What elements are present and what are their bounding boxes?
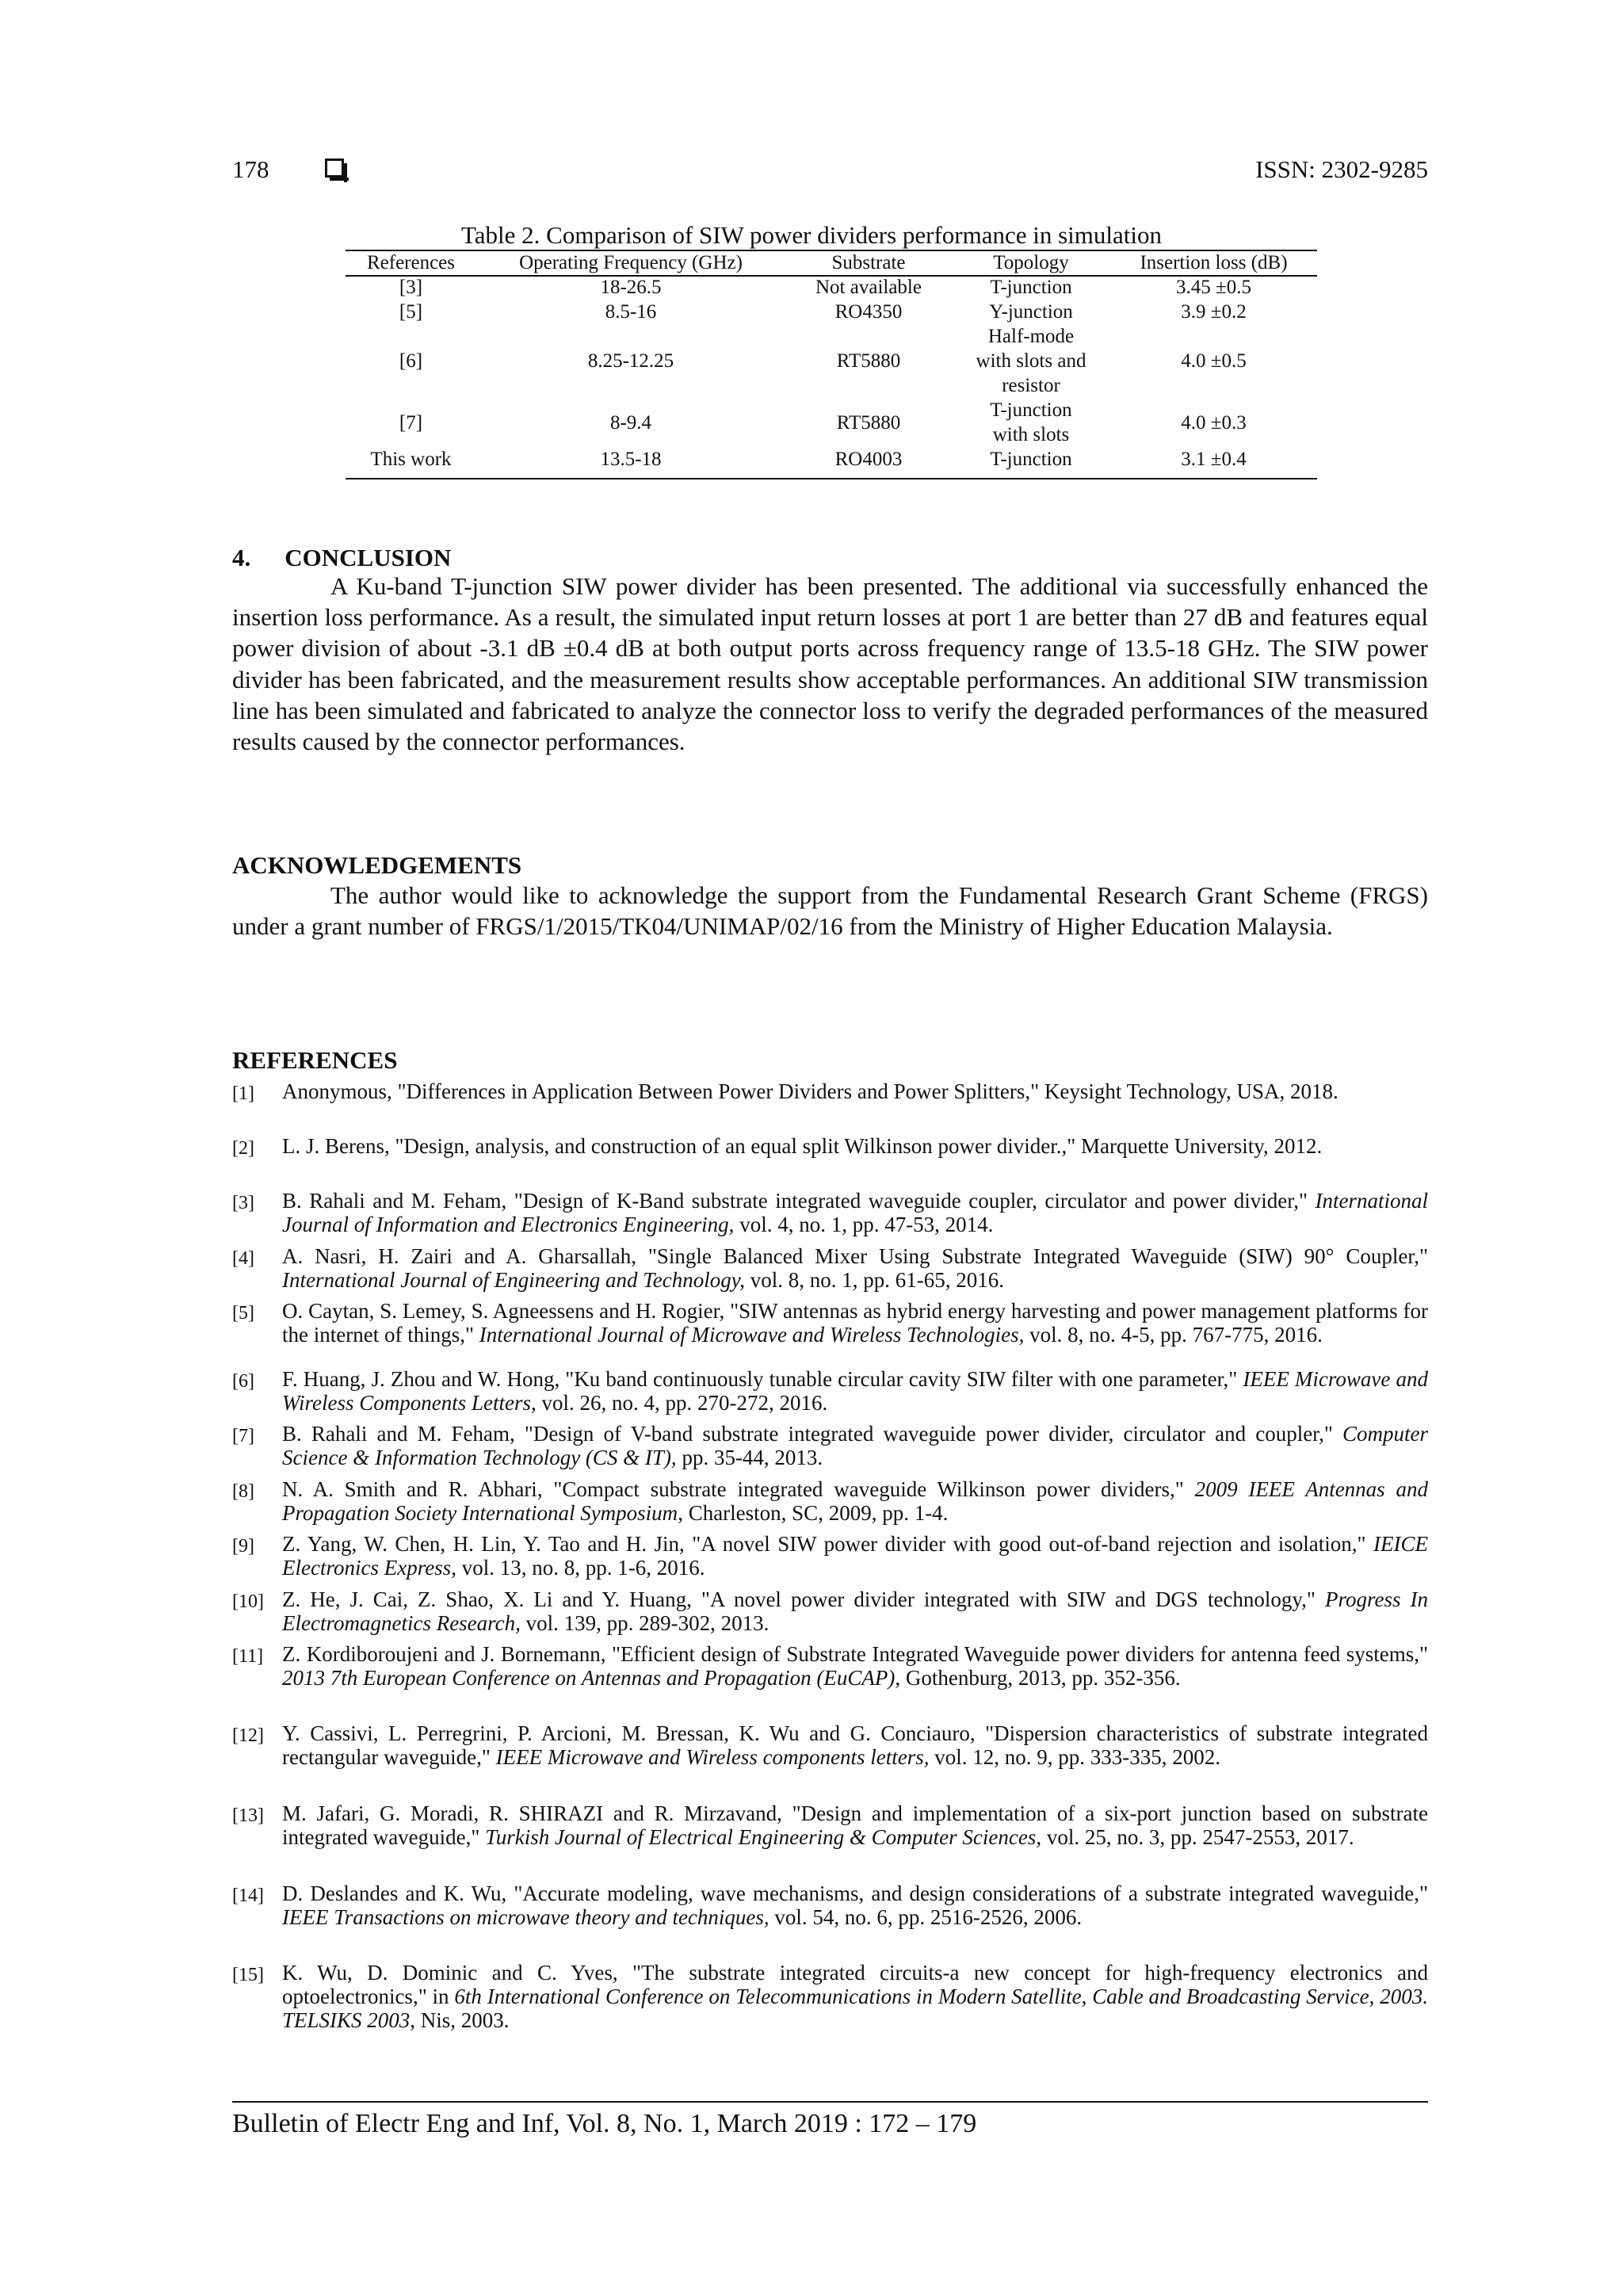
reference-number: [9]	[232, 1536, 254, 1557]
reference-text	[282, 1477, 1428, 1525]
topology-line: with slots and	[976, 350, 1086, 372]
reference-details: vol. 26, no. 4, pp. 270-272, 2016.	[536, 1391, 828, 1415]
reference-details: vol. 8, no. 4-5, pp. 767-775, 2016.	[1024, 1323, 1323, 1347]
footer-citation: Bulletin of Electr Eng and Inf, Vol. 8, No. 1, March 2019 : 172 – 179	[232, 2109, 977, 2138]
reference-number: [15]	[232, 1965, 264, 1985]
issn: ISSN: 2302-9285	[1255, 155, 1428, 183]
reference-item	[232, 1801, 1428, 1849]
substrate-cell: RT5880	[836, 411, 901, 434]
reference-details: vol. 13, no. 8, pp. 1-6, 2016.	[456, 1556, 705, 1580]
reference-item	[232, 1961, 1428, 2032]
reference-authors-title: Y. Cassivi, L. Perregrini, P. Arcioni, M. Bressan, K. Wu and G. Conciauro, "Dispersion characteristics of substrate integrated rectangular waveguide,"	[282, 1721, 1428, 1769]
topology-line: Y-junction	[989, 301, 1073, 323]
insertion-loss-cell: 4.0 ±0.5	[1181, 350, 1247, 372]
reference-authors-title: K. Wu, D. Dominic and C. Yves, "The substrate integrated circuits-a new concept for high-frequency electronics and optoelectronics," in	[282, 1961, 1428, 2008]
topology-line: T-junction	[990, 399, 1072, 421]
reference-venue: 6th International Conference on Telecommunications in Modern Satellite, Cable and Broadcasting Service, 2003. TELSIKS 2003	[282, 1985, 1428, 2032]
reference-text	[282, 1079, 1428, 1103]
ref-cell: [7]	[399, 411, 423, 434]
topology-cell	[952, 447, 1110, 472]
reference-number: [6]	[232, 1371, 254, 1392]
reference-authors-title: N. A. Smith and R. Abhari, "Compact substrate integrated waveguide Wilkinson power dividers,"	[282, 1477, 1195, 1501]
reference-number: [11]	[232, 1646, 264, 1667]
section-number: 4.	[232, 544, 251, 571]
reference-item	[232, 1079, 1428, 1103]
reference-number: [14]	[232, 1885, 264, 1906]
reference-item	[232, 1642, 1428, 1690]
reference-text	[282, 1721, 1428, 1769]
table-row	[346, 275, 1317, 300]
reference-details: vol. 8, no. 1, pp. 61-65, 2016.	[744, 1268, 1004, 1292]
references-heading: REFERENCES	[232, 1046, 398, 1074]
reference-authors-title: Z. Yang, W. Chen, H. Lin, Y. Tao and H. Jin, "A novel SIW power divider with good out-of-band rejection and isolation,"	[282, 1532, 1374, 1556]
topology-cell	[952, 324, 1110, 398]
reference-number: [2]	[232, 1138, 254, 1159]
reference-number: [10]	[232, 1591, 264, 1612]
reference-details: pp. 35-44, 2013.	[676, 1446, 823, 1469]
topology-line: Half-mode	[987, 326, 1075, 347]
reference-text	[282, 1532, 1428, 1580]
reference-venue: International Journal of Microwave and Wireless Technologies,	[479, 1323, 1025, 1347]
substrate-cell: Not available	[815, 277, 922, 298]
column-header: Substrate	[831, 251, 906, 273]
acknowledgements-text: The author would like to acknowledge the support from the Fundamental Research Grant Scheme (FRGS) under a grant number of FRGS/1/2015/TK04/UNIMAP/02/16 from the Ministry of Higher Education Malaysia.	[232, 881, 1428, 941]
conclusion-text: A Ku-band T-junction SIW power divider has been presented. The additional via successfully enhanced the insertion loss performance. As a result, the simulated input return losses at port 1 are better than 27 dB and features equal power division of about -3.1 dB ±0.4 dB at both output ports across frequency range of 13.5-18 GHz. The SIW power divider has been fabricated, and the measurement results show acceptable performances. An additional SIW transmission line has been simulated and fabricated to analyze the connector loss to verify the degraded performances of the measured results caused by the connector performances.	[232, 572, 1428, 756]
reference-text	[282, 1367, 1428, 1415]
reference-venue: Turkish Journal of Electrical Engineering & Computer Sciences,	[485, 1825, 1042, 1849]
column-header: References	[366, 251, 456, 273]
ref-cell: [5]	[399, 301, 423, 323]
reference-item	[232, 1721, 1428, 1769]
reference-item	[232, 1532, 1428, 1580]
reference-text	[282, 1134, 1428, 1158]
reference-item	[232, 1477, 1428, 1525]
reference-details: vol. 54, no. 6, pp. 2516-2526, 2006.	[769, 1905, 1083, 1929]
reference-venue: IEEE Microwave and Wireless components letters,	[495, 1745, 930, 1769]
reference-authors-title: O. Caytan, S. Lemey, S. Agneessens and H. Rogier, "SIW antennas as hybrid energy harvesting and power management platforms for the internet of things,"	[282, 1299, 1428, 1347]
reference-item	[232, 1587, 1428, 1635]
reference-number: [4]	[232, 1248, 254, 1269]
substrate-cell: RO4003	[834, 449, 903, 470]
acknowledgements-heading: ACKNOWLEDGEMENTS	[232, 851, 522, 879]
topology-line: T-junction	[990, 449, 1072, 470]
reference-item	[232, 1881, 1428, 1929]
reference-venue: Computer Science & Information Technology (CS & IT),	[282, 1422, 1428, 1469]
table-bottom-rule	[346, 478, 1317, 479]
reference-authors-title: L. J. Berens, "Design, analysis, and construction of an equal split Wilkinson power divider.," Marquette University, 2012.	[282, 1134, 1323, 1158]
reference-text	[282, 1422, 1428, 1469]
topology-cell	[952, 300, 1110, 324]
reference-text	[282, 1587, 1428, 1635]
reference-item	[232, 1299, 1428, 1347]
reference-item	[232, 1189, 1428, 1236]
reference-text	[282, 1189, 1428, 1236]
ref-cell: [6]	[399, 350, 423, 372]
topology-line: with slots	[992, 424, 1070, 445]
insertion-loss-cell: 4.0 ±0.3	[1181, 411, 1247, 434]
reference-details: vol. 4, no. 1, pp. 47-53, 2014.	[734, 1213, 994, 1236]
reference-details: vol. 139, pp. 289-302, 2013.	[520, 1611, 769, 1635]
reference-text	[282, 1881, 1428, 1929]
square-bullet-icon	[325, 159, 344, 178]
table-header-row	[346, 250, 1317, 275]
reference-item	[232, 1367, 1428, 1415]
reference-venue: International Journal of Engineering and Technology,	[282, 1268, 745, 1292]
table-row	[346, 300, 1317, 324]
column-header: Topology	[993, 251, 1069, 273]
ref-cell: This work	[370, 449, 452, 470]
reference-authors-title: Anonymous, "Differences in Application Between Power Dividers and Power Splitters," Keysight Technology, USA, 2018.	[282, 1079, 1338, 1103]
page-number: 178	[232, 155, 269, 183]
insertion-loss-cell: 3.1 ±0.4	[1181, 449, 1247, 470]
reference-number: [13]	[232, 1805, 264, 1826]
reference-authors-title: Z. Kordiboroujeni and J. Bornemann, "Efficient design of Substrate Integrated Waveguide power dividers for antenna feed systems,"	[282, 1642, 1428, 1666]
reference-venue: Progress In Electromagnetics Research,	[282, 1587, 1428, 1635]
substrate-cell: RO4350	[834, 301, 903, 323]
frequency-cell: 8-9.4	[609, 411, 652, 434]
reference-details: vol. 12, no. 9, pp. 333-335, 2002.	[929, 1745, 1221, 1769]
insertion-loss-cell: 3.45 ±0.5	[1176, 277, 1251, 298]
reference-venue: 2009 IEEE Antennas and Propagation Society International Symposium	[282, 1477, 1428, 1525]
reference-text	[282, 1961, 1428, 2032]
reference-number: [3]	[232, 1193, 254, 1213]
table-row	[346, 398, 1317, 447]
table-row	[346, 447, 1317, 472]
footer-rule	[232, 2101, 1428, 2103]
reference-details: , Gothenburg, 2013, pp. 352-356.	[895, 1666, 1181, 1690]
frequency-cell: 18-26.5	[600, 277, 662, 298]
reference-text	[282, 1244, 1428, 1292]
reference-venue: IEICE Electronics Express,	[282, 1532, 1428, 1580]
reference-venue: International Journal of Information and Electronics Engineering,	[282, 1189, 1428, 1236]
reference-details: , Charleston, SC, 2009, pp. 1-4.	[678, 1501, 949, 1525]
frequency-cell: 13.5-18	[600, 449, 662, 470]
reference-number: [7]	[232, 1426, 254, 1446]
column-header: Operating Frequency (GHz)	[519, 251, 743, 273]
ref-cell: [3]	[399, 277, 423, 298]
reference-authors-title: A. Nasri, H. Zairi and A. Gharsallah, "Single Balanced Mixer Using Substrate Integrated Waveguide (SIW) 90° Coupler,"	[282, 1244, 1428, 1268]
reference-number: [8]	[232, 1481, 254, 1502]
topology-line: resistor	[1002, 375, 1060, 396]
reference-number: [1]	[232, 1083, 254, 1104]
reference-authors-title: D. Deslandes and K. Wu, "Accurate modeling, wave mechanisms, and design considerations of a substrate integrated waveguide,"	[282, 1881, 1428, 1905]
reference-number: [5]	[232, 1303, 254, 1324]
reference-details: vol. 25, no. 3, pp. 2547-2553, 2017.	[1041, 1825, 1354, 1849]
insertion-loss-cell: 3.9 ±0.2	[1181, 301, 1247, 323]
reference-text	[282, 1801, 1428, 1849]
frequency-cell: 8.25-12.25	[587, 350, 674, 372]
reference-item	[232, 1244, 1428, 1292]
reference-authors-title: Z. He, J. Cai, Z. Shao, X. Li and Y. Huang, "A novel power divider integrated with SIW and DGS technology,"	[282, 1587, 1325, 1611]
reference-authors-title: M. Jafari, G. Moradi, R. SHIRAZI and R. Mirzavand, "Design and implementation of a six-port junction based on substrate integrated waveguide,"	[282, 1801, 1428, 1849]
comparison-table	[346, 250, 1317, 472]
reference-text	[282, 1299, 1428, 1347]
reference-authors-title: B. Rahali and M. Feham, "Design of V-band substrate integrated waveguide power divider, circulator and coupler,"	[282, 1422, 1342, 1446]
conclusion-heading	[232, 544, 451, 572]
reference-details: , Nis, 2003.	[410, 2008, 510, 2032]
reference-venue: IEEE Microwave and Wireless Components Letters,	[282, 1367, 1428, 1415]
reference-authors-title: F. Huang, J. Zhou and W. Hong, "Ku band continuously tunable circular cavity SIW filter with one parameter,"	[282, 1367, 1243, 1391]
section-title: CONCLUSION	[285, 544, 452, 571]
reference-venue: IEEE Transactions on microwave theory and techniques,	[282, 1905, 769, 1929]
reference-venue: 2013 7th European Conference on Antennas and Propagation (EuCAP)	[282, 1666, 896, 1690]
reference-item	[232, 1422, 1428, 1469]
table-caption: Table 2. Comparison of SIW power dividers performance in simulation	[461, 221, 1162, 249]
topology-line: T-junction	[990, 277, 1072, 298]
reference-item	[232, 1134, 1428, 1158]
reference-number: [12]	[232, 1725, 264, 1746]
reference-authors-title: B. Rahali and M. Feham, "Design of K-Band substrate integrated waveguide coupler, circulator and power divider,"	[282, 1189, 1316, 1213]
substrate-cell: RT5880	[836, 350, 901, 372]
topology-cell	[952, 398, 1110, 447]
table-row	[346, 324, 1317, 398]
column-header: Insertion loss (dB)	[1140, 251, 1288, 273]
topology-cell	[952, 275, 1110, 300]
frequency-cell: 8.5-16	[605, 301, 657, 323]
reference-text	[282, 1642, 1428, 1690]
